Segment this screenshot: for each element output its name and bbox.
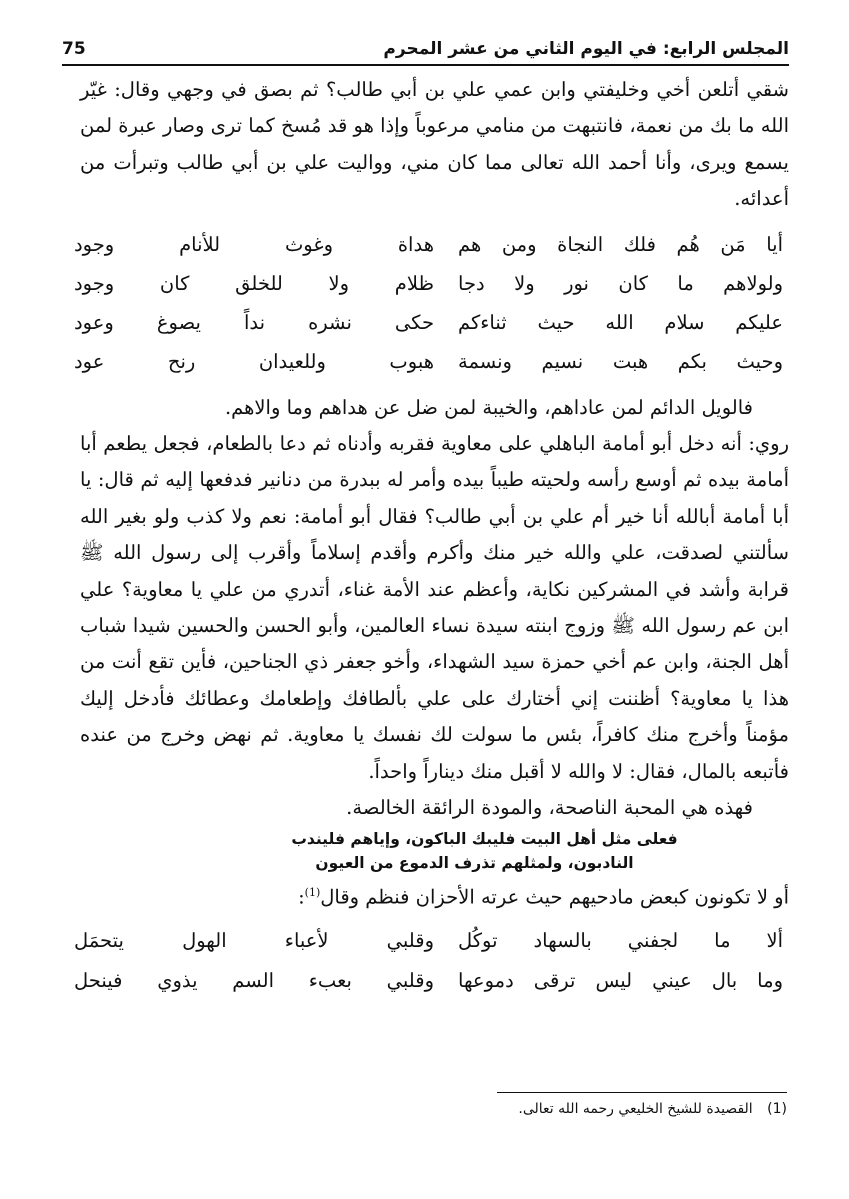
hemistich-first: عليكم سلام الله حيث ثناءكم xyxy=(458,310,783,334)
bold-verse-line-1: فعلى مثل أهل البيت فليبك الباكون، وإياهم فليندب xyxy=(291,829,678,848)
poem-2 xyxy=(74,921,789,1001)
hemistich-first: وما بال عيني ليس ترقى دموعها xyxy=(458,969,783,993)
poem-1-verse-3 xyxy=(74,304,789,343)
bold-verse-line-2: النادبون، ولمثلهم تذرف الدموع من العيون xyxy=(315,853,634,872)
paragraph-4: فهذه هي المحبة الناصحة، والمودة الرائقة الخالصة. xyxy=(346,796,753,820)
hemistich-first: وحيث بكم هبت نسيم ونسمة xyxy=(458,349,783,373)
poem-2-verse-1 xyxy=(74,921,789,961)
poem-2-verse-2 xyxy=(74,961,789,1001)
paragraph-2: فالويل الدائم لمن عاداهم، والخيبة لمن ضل عن هداهم وما والاهم. xyxy=(224,395,753,419)
poem-1 xyxy=(74,226,789,382)
hemistich-second: هبوب وللعيدان رنح عود xyxy=(74,349,434,373)
running-title: المجلس الرابع: في اليوم الثاني من عشر المحرم xyxy=(383,39,789,59)
hemistich-first: أيا مَن هُم فلك النجاة ومن هم xyxy=(458,232,783,256)
hemistich-second: هداة وغوث للأنام وجود xyxy=(74,232,434,256)
paragraph-5-text: أو لا تكونون كبعض مادحيهم حيث عرته الأحزان فنظم وقال xyxy=(320,885,789,908)
paragraph-5 xyxy=(80,875,789,916)
hemistich-first: ولولاهم ما كان نور ولا دجا xyxy=(458,271,783,295)
hemistich-second: ظلام ولا للخلق كان وجود xyxy=(74,271,434,295)
footnote-reference[interactable]: (1) xyxy=(304,885,321,899)
footnote xyxy=(518,1098,787,1120)
page-header xyxy=(62,30,789,66)
page-number: 75 xyxy=(62,39,86,59)
hemistich-second: وقلبي لأعباء الهول يتحمَل xyxy=(74,929,434,953)
paragraph-3: روي: أنه دخل أبو أمامة الباهلي على معاوية فقربه وأدناه ثم دعا بالطعام، فجعل يطعم أبا أمامة بيده ثم أوسع رأسه ولحيته طيباً بيده وأمر له ببدرة من دنانير فدفعها إليه ثم قال: يا أبا أمامة أبالله أنا خير أم علي بن أبي طالب؟ فقال أبو أمامة: نعم ولا كذب ولو بغير الله سألتني لصدقت، علي والله خير منك وأكرم وأقدم إسلاماً وأقرب إلى رسول الله ﷺ قرابة وأشد في المشركين نكاية، وأعظم عند الأمة غناء، أتدري من علي يا معاوية؟ علي ابن عم رسول الله ﷺ وزوج ابنته سيدة نساء العالمين، وأبو الحسن والحسين شيدا شباب أهل الجنة، وابن عم أخي حمزة سيد الشهداء، وأخو جعفر ذي الجناحين، فأين تقع أنت من هذا يا معاوية؟ أظننت إني أختارك على علي بألطافك وإطعامك وعطائك فأدخل إليك مؤمناً وأخرج منك كافراً، بئس ما سولت لك نفسك يا معاوية. ثم نهض وخرج من عنده فأتبعه بالمال، فقال: لا والله لا أقبل منك ديناراً واحداً. xyxy=(80,432,789,783)
footnote-divider xyxy=(497,1092,787,1093)
bold-prose-verse xyxy=(80,827,789,875)
poem-1-verse-1 xyxy=(74,226,789,265)
footnote-text: القصيدة للشيخ الخليعي رحمه الله تعالى. xyxy=(518,1101,753,1117)
paragraph-1: شقي أتلعن أخي وخليفتي وابن عمي علي بن أبي طالب؟ ثم بصق في وجهي وقال: غيّر الله ما بك من نعمة، فانتبهت من منامي مرعوباً وإذا هو قد مُسخ كما ترى وصار عبرة لمن يسمع ويرى، وأنا أحمد الله تعالى مما كان مني، ووالیت علي بن أبي طالب وتبرأت من أعدائه. xyxy=(80,78,789,211)
hemistich-second: حكى نشره نداً يصوغ وعود xyxy=(74,310,434,334)
poem-1-verse-4 xyxy=(74,343,789,382)
poem-1-verse-2 xyxy=(74,265,789,304)
hemistich-first: ألا ما لجفني بالسهاد توكُل xyxy=(458,929,783,953)
paragraph-5-end: : xyxy=(298,885,305,908)
page-body xyxy=(74,72,789,1009)
hemistich-second: وقلبي بعبء السم يذوي فينحل xyxy=(74,969,434,993)
footnote-number: (1) xyxy=(767,1101,787,1117)
